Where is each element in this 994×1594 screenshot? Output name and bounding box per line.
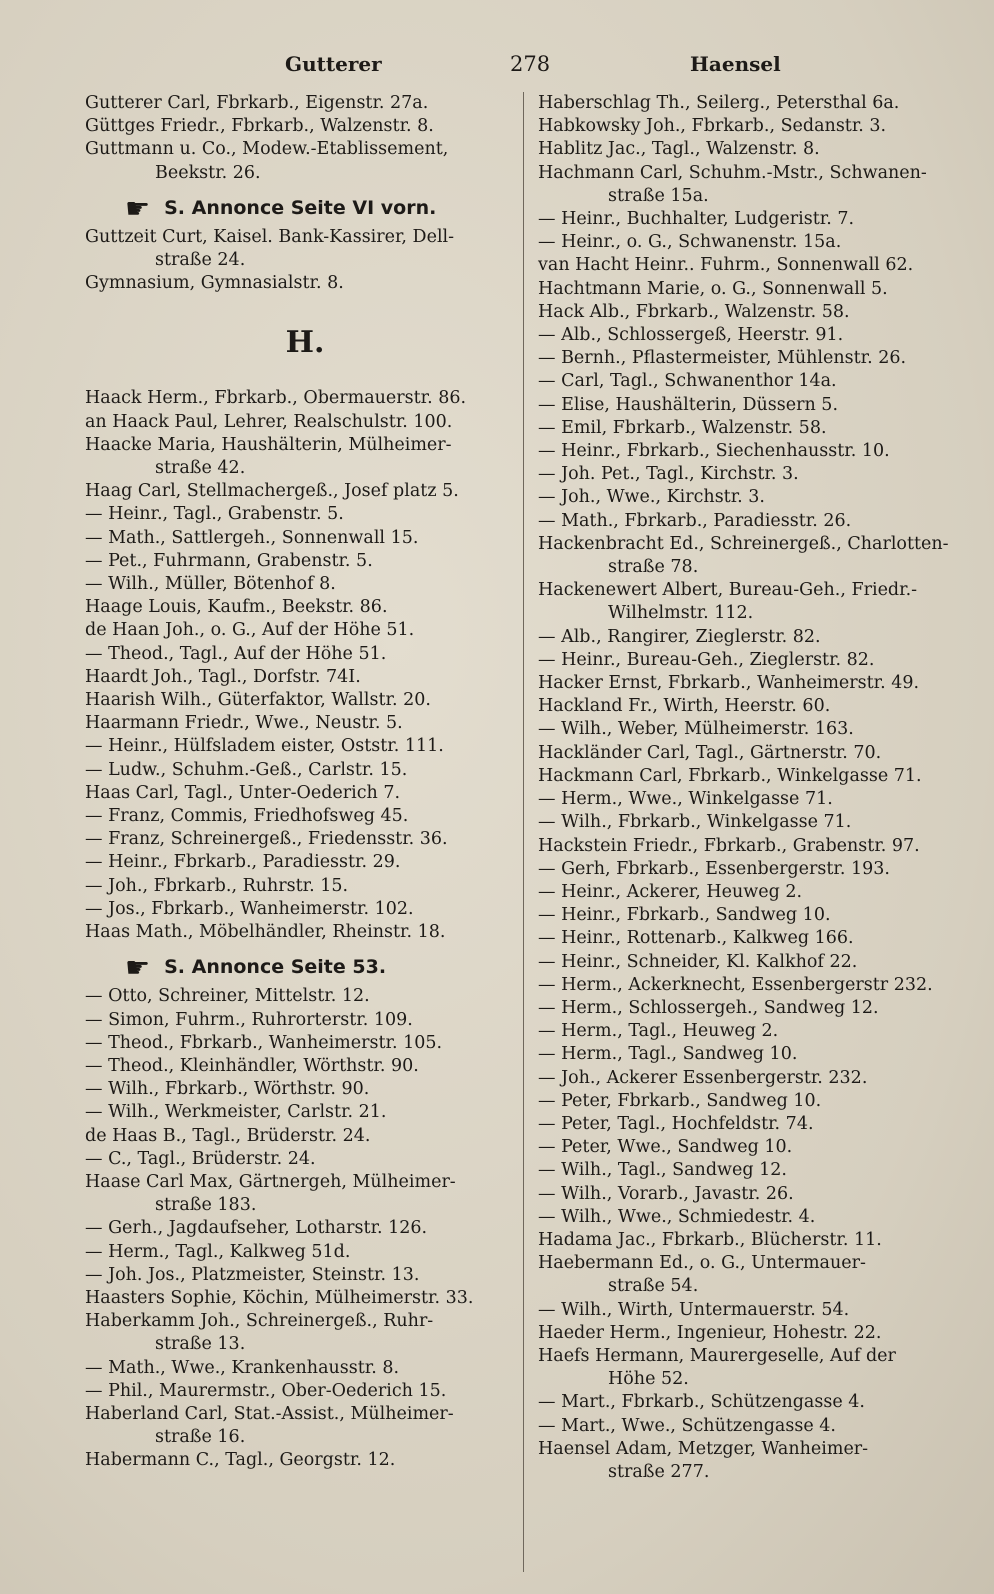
annotation-1-text: S. Annonce Seite VI vorn. xyxy=(164,196,437,219)
page-header xyxy=(0,52,994,82)
directory-entry: Hachtmann Marie, o. G., Sonnenwall 5. xyxy=(538,278,888,299)
pointing-hand-icon: ☛ xyxy=(125,951,151,985)
directory-entry: — Jos., Fbrkarb., Wanheimerstr. 102. xyxy=(85,898,414,919)
directory-entry: — Heinr., Buchhalter, Ludgeristr. 7. xyxy=(538,209,855,230)
directory-entry: — Alb., Rangirer, Zieglerstr. 82. xyxy=(538,626,821,647)
directory-entry: — Heinr., o. G., Schwanenstr. 15a. xyxy=(538,232,842,253)
directory-entry: — Peter, Fbrkarb., Sandweg 10. xyxy=(538,1090,822,1111)
directory-entry: Hackenewert Albert, Bureau-Geh., Friedr.- xyxy=(538,580,918,601)
directory-entry: Haacke Maria, Haushälterin, Mülheimer- xyxy=(85,434,452,455)
directory-entry: — Heinr., Fbrkarb., Siechenhausstr. 10. xyxy=(538,441,890,462)
directory-entry: Wilhelmstr. 112. xyxy=(608,603,754,624)
directory-entry: straße 15a. xyxy=(608,185,709,206)
directory-entry: — Theod., Kleinhändler, Wörthstr. 90. xyxy=(85,1055,419,1076)
entry-group-c xyxy=(85,387,525,944)
directory-entry: Haarish Wilh., Güterfaktor, Wallstr. 20. xyxy=(85,690,431,711)
directory-entry: — C., Tagl., Brüderstr. 24. xyxy=(85,1148,316,1169)
directory-entry: Haberland Carl, Stat.-Assist., Mülheimer- xyxy=(85,1403,454,1424)
directory-entry: — Carl, Tagl., Schwanenthor 14a. xyxy=(538,371,837,392)
directory-entry: — Wilh., Wwe., Schmiedestr. 4. xyxy=(538,1206,816,1227)
directory-entry: Hack Alb., Fbrkarb., Walzenstr. 58. xyxy=(538,301,850,322)
directory-entry: — Joh., Wwe., Kirchstr. 3. xyxy=(538,487,765,508)
directory-entry: straße 183. xyxy=(155,1195,257,1216)
directory-entry: — Alb., Schlossergeß, Heerstr. 91. xyxy=(538,325,844,346)
directory-entry: — Wilh., Müller, Bötenhof 8. xyxy=(85,574,336,595)
directory-entry: Hackländer Carl, Tagl., Gärtnerstr. 70. xyxy=(538,742,882,763)
directory-entry: — Herm., Tagl., Sandweg 10. xyxy=(538,1044,798,1065)
directory-entry: Haberschlag Th., Seilerg., Petersthal 6a. xyxy=(538,93,900,113)
directory-entry: — Peter, Tagl., Hochfeldstr. 74. xyxy=(538,1113,814,1134)
directory-entry: — Simon, Fuhrm., Ruhrorterstr. 109. xyxy=(85,1009,413,1030)
directory-entry: Güttges Friedr., Fbrkarb., Walzenstr. 8. xyxy=(85,116,434,137)
right-column xyxy=(538,92,970,1484)
directory-entry: Haage Louis, Kaufm., Beekstr. 86. xyxy=(85,597,388,618)
section-letter: H. xyxy=(285,325,325,361)
pointing-hand-icon: ☛ xyxy=(125,191,151,225)
directory-entry: — Heinr., Tagl., Grabenstr. 5. xyxy=(85,504,344,525)
directory-entry: Gutterer Carl, Fbrkarb., Eigenstr. 27a. xyxy=(85,93,429,113)
directory-entry: — Gerh., Jagdaufseher, Lotharstr. 126. xyxy=(85,1218,428,1239)
directory-entry: an Haack Paul, Lehrer, Realschulstr. 100. xyxy=(85,411,453,432)
directory-entry: — Wilh., Wirth, Untermauerstr. 54. xyxy=(538,1299,850,1320)
directory-entry: Haeder Herm., Ingenieur, Hohestr. 22. xyxy=(538,1322,882,1343)
directory-entry: — Math., Sattlergeh., Sonnenwall 15. xyxy=(85,527,419,548)
directory-entry: — Herm., Ackerknecht, Essenbergerstr 232. xyxy=(538,974,933,995)
directory-entry: straße 16. xyxy=(155,1427,246,1448)
directory-entry: straße 13. xyxy=(155,1334,246,1355)
directory-entry: Haardt Joh., Tagl., Dorfstr. 74I. xyxy=(85,666,361,687)
header-right-keyword: Haensel xyxy=(690,52,781,76)
directory-entry: Hachmann Carl, Schuhm.-Mstr., Schwanen- xyxy=(538,162,927,183)
directory-entry: Hablitz Jac., Tagl., Walzenstr. 8. xyxy=(538,139,820,160)
directory-entry: Haebermann Ed., o. G., Untermauer- xyxy=(538,1253,866,1274)
directory-entry: — Ludw., Schuhm.-Geß., Carlstr. 15. xyxy=(85,759,408,780)
directory-entry: — Elise, Haushälterin, Düssern 5. xyxy=(538,394,839,415)
directory-entry: straße 277. xyxy=(608,1461,710,1482)
directory-entry: — Herm., Tagl., Kalkweg 51d. xyxy=(85,1241,351,1262)
directory-entry: — Heinr., Rottenarb., Kalkweg 166. xyxy=(538,928,854,949)
left-column xyxy=(85,92,525,1473)
directory-entry: — Joh., Ackerer Essenbergerstr. 232. xyxy=(538,1067,868,1088)
directory-entry: — Heinr., Schneider, Kl. Kalkhof 22. xyxy=(538,951,858,972)
page-number: 278 xyxy=(510,52,551,76)
directory-entry: — Heinr., Bureau-Geh., Zieglerstr. 82. xyxy=(538,649,875,670)
directory-entry: — Mart., Fbrkarb., Schützengasse 4. xyxy=(538,1392,865,1413)
directory-entry: Haensel Adam, Metzger, Wanheimer- xyxy=(538,1438,869,1459)
directory-entry: Hadama Jac., Fbrkarb., Blücherstr. 11. xyxy=(538,1229,882,1250)
directory-entry: — Pet., Fuhrmann, Grabenstr. 5. xyxy=(85,550,373,571)
directory-entry: Beekstr. 26. xyxy=(155,162,261,183)
directory-entry: — Joh. Pet., Tagl., Kirchstr. 3. xyxy=(538,464,799,485)
directory-entry: — Gerh, Fbrkarb., Essenbergerstr. 193. xyxy=(538,858,890,879)
directory-entry: — Herm., Schlossergeh., Sandweg 12. xyxy=(538,997,879,1018)
directory-entry: — Herm., Wwe., Winkelgasse 71. xyxy=(538,789,833,810)
directory-entry: Gymnasium, Gymnasialstr. 8. xyxy=(85,273,344,294)
directory-entry: straße 54. xyxy=(608,1276,699,1297)
directory-entry: — Joh. Jos., Platzmeister, Steinstr. 13. xyxy=(85,1264,420,1285)
directory-entry: straße 78. xyxy=(608,557,699,578)
header-left-keyword: Gutterer xyxy=(285,52,382,76)
directory-entry: Hackenbracht Ed., Schreinergeß., Charlotten- xyxy=(538,533,949,554)
directory-entry: Habermann C., Tagl., Georgstr. 12. xyxy=(85,1450,396,1471)
directory-entry: — Phil., Maurermstr., Ober-Oederich 15. xyxy=(85,1380,447,1401)
directory-entry: — Wilh., Fbrkarb., Wörthstr. 90. xyxy=(85,1079,370,1100)
directory-entry: straße 24. xyxy=(155,250,246,271)
directory-entry: — Wilh., Tagl., Sandweg 12. xyxy=(538,1160,787,1181)
directory-entry: straße 42. xyxy=(155,458,246,479)
directory-entry: Haas Math., Möbelhändler, Rheinstr. 18. xyxy=(85,922,446,943)
directory-entry: — Heinr., Fbrkarb., Sandweg 10. xyxy=(538,905,831,926)
annotation-1 xyxy=(125,191,525,225)
directory-entry: — Math., Fbrkarb., Paradiesstr. 26. xyxy=(538,510,852,531)
directory-entry: de Haan Joh., o. G., Auf der Höhe 51. xyxy=(85,620,415,641)
directory-entry: Habkowsky Joh., Fbrkarb., Sedanstr. 3. xyxy=(538,116,887,137)
directory-entry: — Emil, Fbrkarb., Walzenstr. 58. xyxy=(538,417,827,438)
directory-entry: — Bernh., Pflastermeister, Mühlenstr. 26. xyxy=(538,348,907,369)
directory-entry: — Wilh., Werkmeister, Carlstr. 21. xyxy=(85,1102,387,1123)
directory-entry: Hackstein Friedr., Fbrkarb., Grabenstr. 97. xyxy=(538,835,920,856)
directory-entry: — Franz, Commis, Friedhofsweg 45. xyxy=(85,806,409,827)
directory-entry: Guttzeit Curt, Kaisel. Bank-Kassirer, Dell- xyxy=(85,226,455,247)
directory-entry: Hackland Fr., Wirth, Heerstr. 60. xyxy=(538,696,831,717)
directory-entry: — Mart., Wwe., Schützengasse 4. xyxy=(538,1415,836,1436)
directory-entry: Haas Carl, Tagl., Unter-Oederich 7. xyxy=(85,782,401,803)
directory-entry: Guttmann u. Co., Modew.-Etablissement, xyxy=(85,139,449,160)
directory-entry: — Joh., Fbrkarb., Ruhrstr. 15. xyxy=(85,875,349,896)
directory-entry: Haag Carl, Stellmachergeß., Josef platz 5. xyxy=(85,481,459,502)
entry-group-d xyxy=(85,985,525,1472)
directory-entry: Höhe 52. xyxy=(608,1369,689,1390)
directory-entry: — Peter, Wwe., Sandweg 10. xyxy=(538,1137,793,1158)
directory-entry: — Heinr., Ackerer, Heuweg 2. xyxy=(538,881,803,902)
directory-entry: — Theod., Fbrkarb., Wanheimerstr. 105. xyxy=(85,1032,443,1053)
directory-entry: — Herm., Tagl., Heuweg 2. xyxy=(538,1021,779,1042)
annotation-2 xyxy=(125,951,525,985)
directory-entry: — Wilh., Vorarb., Javastr. 26. xyxy=(538,1183,794,1204)
directory-entry: Haack Herm., Fbrkarb., Obermauerstr. 86. xyxy=(85,388,467,409)
directory-entry: Haarmann Friedr., Wwe., Neustr. 5. xyxy=(85,713,403,734)
directory-entry: — Theod., Tagl., Auf der Höhe 51. xyxy=(85,643,387,664)
directory-entry: van Hacht Heinr.. Fuhrm., Sonnenwall 62. xyxy=(538,255,914,276)
directory-entry: Haefs Hermann, Maurergeselle, Auf der xyxy=(538,1345,896,1366)
entry-group-a xyxy=(85,92,525,185)
directory-entry: — Math., Wwe., Krankenhausstr. 8. xyxy=(85,1357,400,1378)
directory-entry: — Franz, Schreinergeß., Friedensstr. 36. xyxy=(85,829,448,850)
annotation-2-text: S. Annonce Seite 53. xyxy=(164,956,387,979)
directory-entry: Haberkamm Joh., Schreinergeß., Ruhr- xyxy=(85,1311,434,1332)
directory-entry: Haase Carl Max, Gärtnergeh, Mülheimer- xyxy=(85,1171,456,1192)
directory-entry: — Wilh., Fbrkarb., Winkelgasse 71. xyxy=(538,812,852,833)
entry-group-b xyxy=(85,226,525,296)
directory-entry: — Heinr., Hülfsladem eister, Oststr. 111. xyxy=(85,736,444,757)
directory-entry: de Haas B., Tagl., Brüderstr. 24. xyxy=(85,1125,371,1146)
directory-entry: Haasters Sophie, Köchin, Mülheimerstr. 33. xyxy=(85,1287,474,1308)
directory-entry: Hacker Ernst, Fbrkarb., Wanheimerstr. 49. xyxy=(538,673,920,694)
entry-group-right xyxy=(538,92,970,1484)
directory-entry: — Otto, Schreiner, Mittelstr. 12. xyxy=(85,986,370,1007)
directory-entry: Hackmann Carl, Fbrkarb., Winkelgasse 71. xyxy=(538,765,922,786)
directory-entry: — Wilh., Weber, Mülheimerstr. 163. xyxy=(538,719,854,740)
directory-entry: — Heinr., Fbrkarb., Paradiesstr. 29. xyxy=(85,852,401,873)
